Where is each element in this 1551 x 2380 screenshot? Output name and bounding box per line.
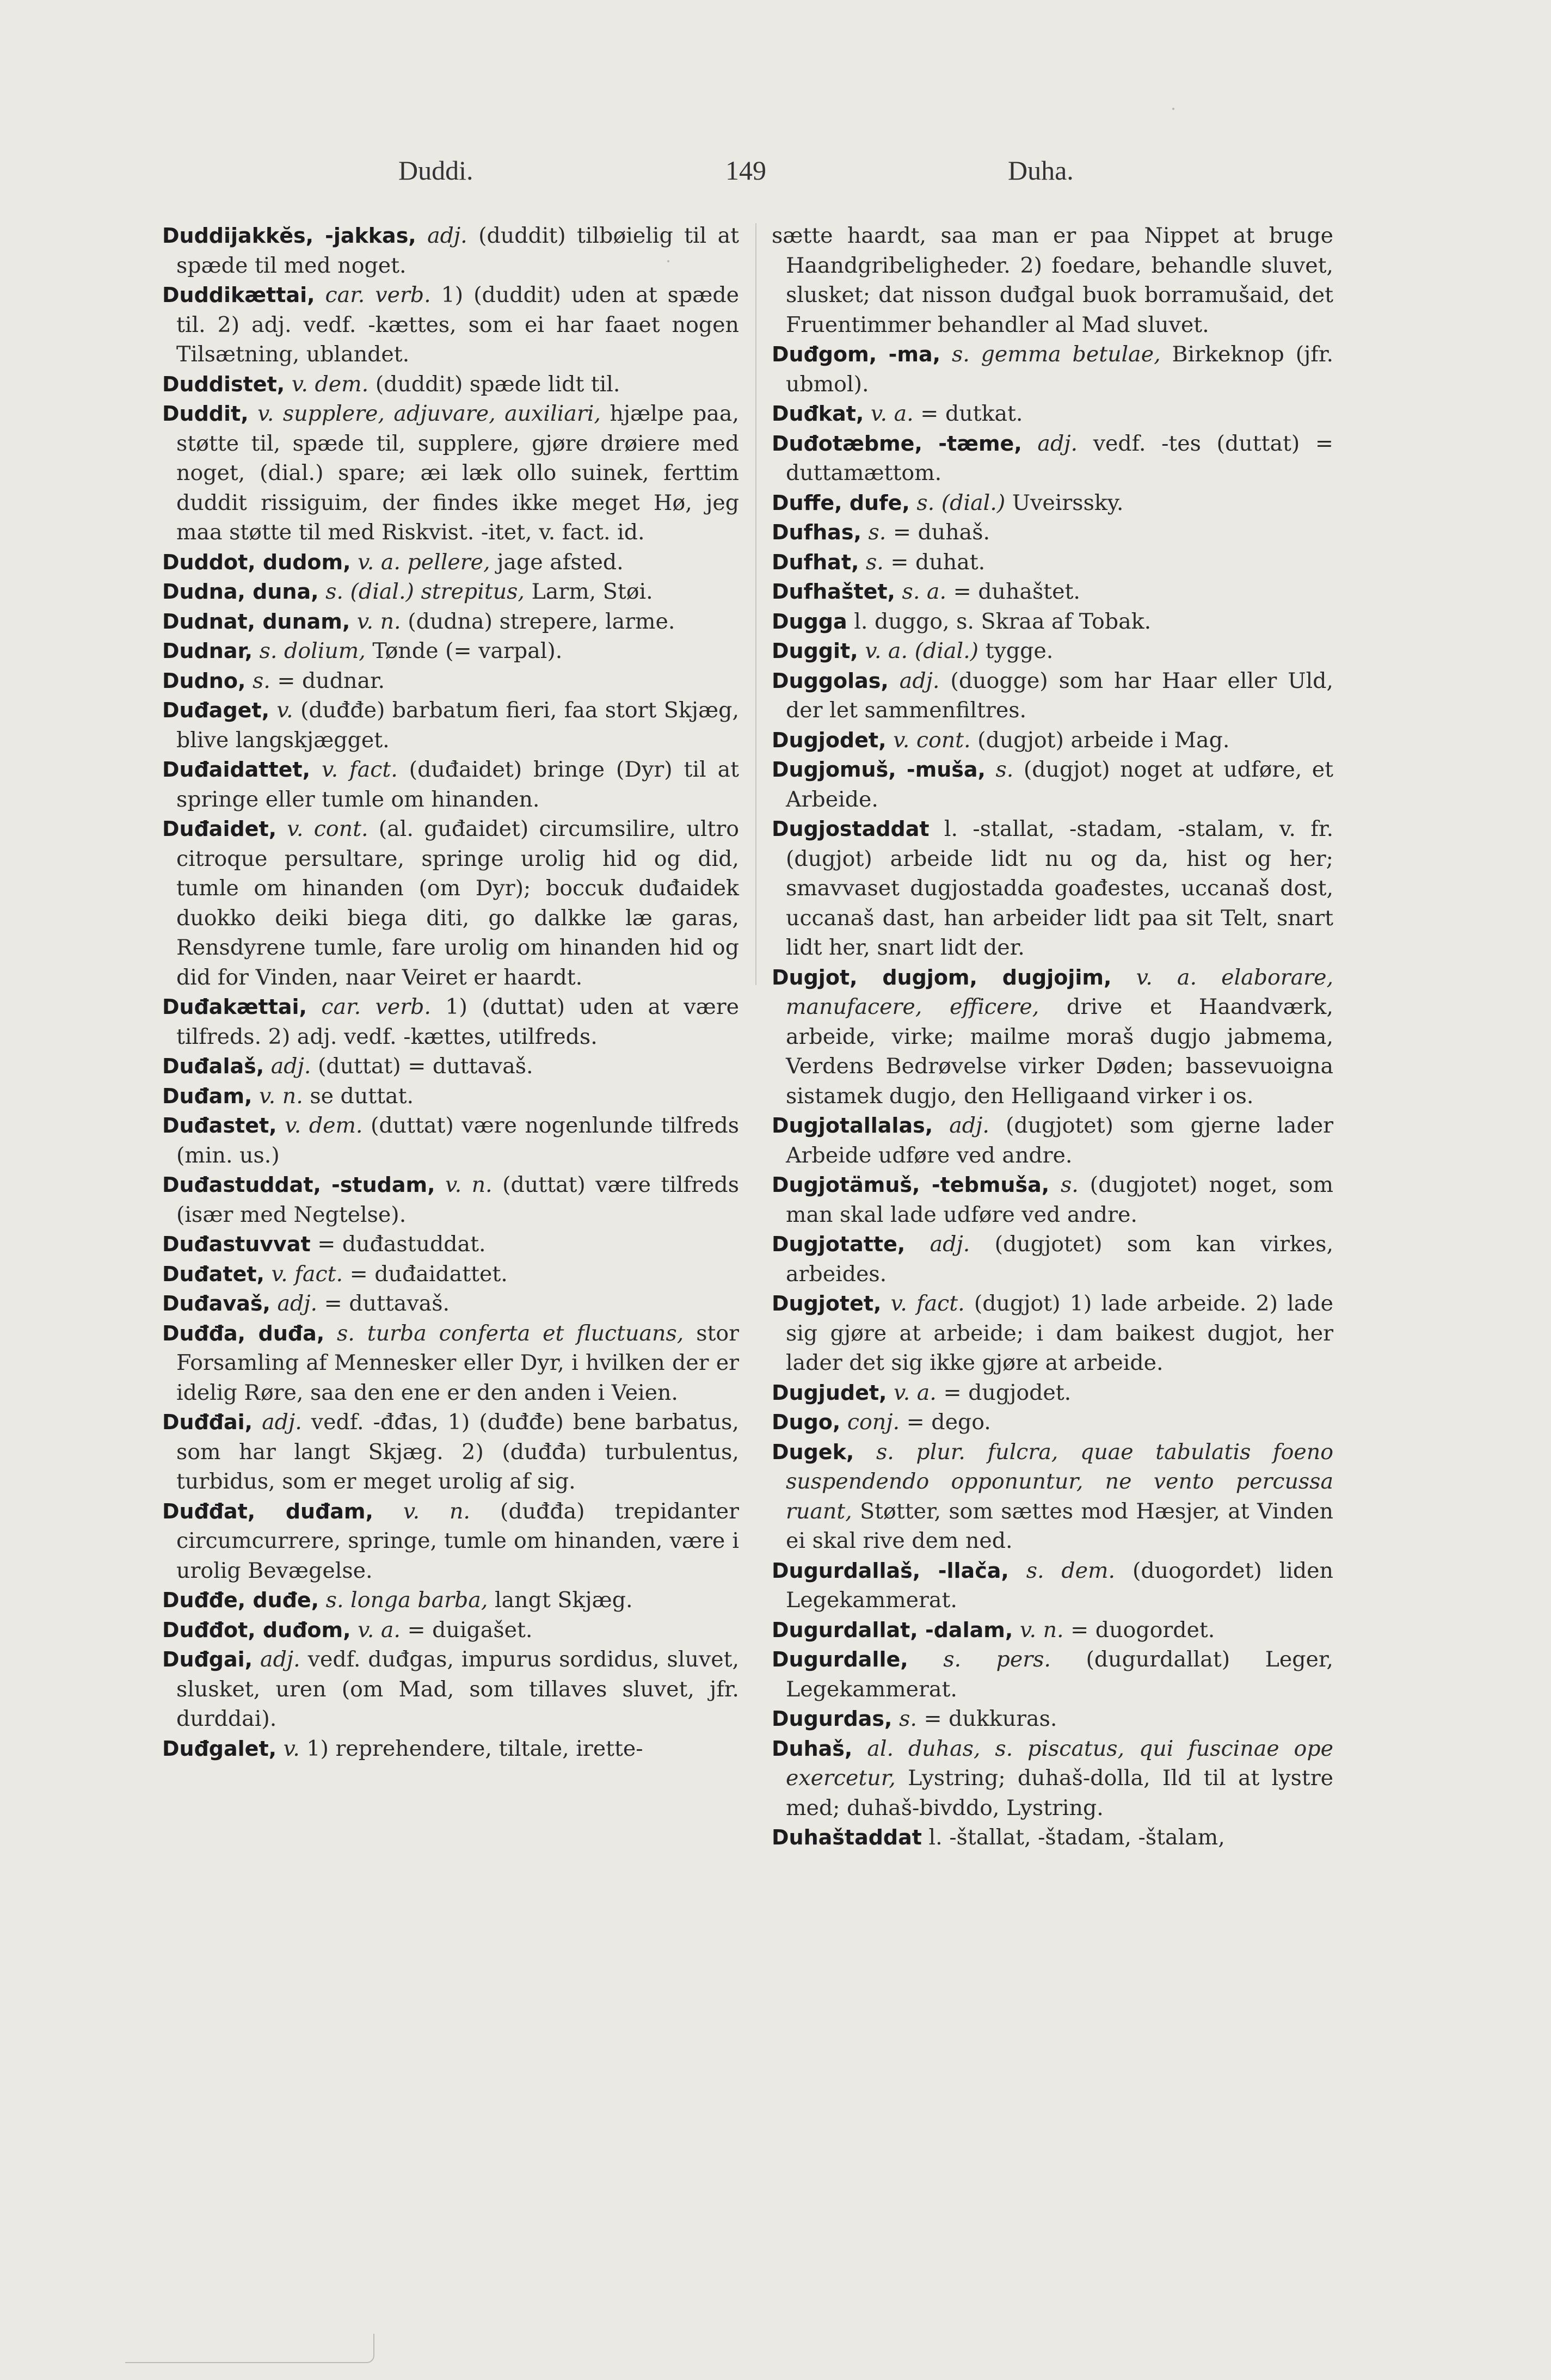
definition-text: (dugjotet) noget, som man skal lade udføre ved andre.: [786, 1172, 1333, 1227]
grammatical-label: adj.: [262, 1410, 302, 1435]
grammatical-label: v. a.: [870, 401, 914, 426]
grammatical-label: s.: [252, 668, 270, 693]
grammatical-label: adj.: [260, 1647, 300, 1672]
page-number: 149: [725, 155, 766, 186]
dictionary-entry: [772, 548, 1333, 577]
dictionary-entry: [162, 548, 739, 577]
headword: Duđatet,: [162, 1262, 264, 1286]
definition-text: = duhaš.: [893, 520, 990, 545]
headword: Duđaidet,: [162, 817, 277, 841]
dictionary-entry: [162, 1407, 739, 1497]
grammatical-label: s. longa barba,: [325, 1588, 488, 1613]
headword: Dugjotämuš, -tebmuša,: [772, 1173, 1050, 1197]
dictionary-entry: [772, 1704, 1333, 1734]
dictionary-entry: [772, 1378, 1333, 1408]
dictionary-entry: [772, 755, 1333, 814]
grammatical-label: adj.: [930, 1232, 970, 1257]
grammatical-label: v.: [276, 698, 293, 723]
dictionary-entry: [772, 636, 1333, 666]
dictionary-entry: [772, 1556, 1333, 1615]
definition-text: (duttat) være tilfreds (især med Negtelse).: [176, 1172, 739, 1227]
grammatical-label: v. fact.: [890, 1291, 965, 1316]
dictionary-entry: [772, 1615, 1333, 1645]
grammatical-label: s. a.: [902, 579, 947, 604]
definition-text: tygge.: [985, 638, 1054, 663]
headword: Dugjomuš, -muša,: [772, 758, 986, 782]
definition-text: Larm, Støi.: [531, 579, 653, 604]
dictionary-entry: [772, 1289, 1333, 1378]
definition-text: Uveirssky.: [1012, 490, 1124, 515]
definition-text: l. duggo, s. Skraa af Tobak.: [854, 608, 1152, 634]
dictionary-entry: [162, 577, 739, 607]
headword: Dudna, duna,: [162, 580, 319, 604]
headword: Dugurdalle,: [772, 1647, 908, 1671]
dictionary-entry: [162, 1615, 739, 1645]
definition-text: = duigašet.: [407, 1617, 533, 1643]
definition-text: (duđaidet) bringe (Dyr) til at springe eller tumle om hinanden.: [176, 757, 739, 812]
definition-text: (duđđe) barbatum fieri, faa stort Skjæg, blive langskjægget.: [176, 698, 740, 753]
grammatical-label: s.: [866, 549, 884, 575]
definition-text: = duogordet.: [1070, 1617, 1215, 1643]
headword: Duđalaš,: [162, 1054, 264, 1078]
dictionary-entry: [772, 1645, 1333, 1704]
headword: Duđastuvvat: [162, 1232, 311, 1256]
running-head: [0, 155, 1551, 187]
headword: Duggit,: [772, 639, 858, 663]
grammatical-label: v.: [283, 1736, 300, 1761]
grammatical-label: v. a.: [894, 1380, 937, 1405]
headword: Duđgom, -ma,: [772, 342, 941, 366]
headword: Dugurdallaš, -llača,: [772, 1558, 1009, 1583]
left-column: [162, 221, 739, 1763]
headword: Dudno,: [162, 668, 246, 693]
grammatical-label: v. n.: [445, 1172, 493, 1197]
definition-text: = duđastuddat.: [317, 1232, 486, 1257]
definition-text: langt Skjæg.: [494, 1588, 633, 1613]
grammatical-label: adj.: [949, 1113, 989, 1138]
definition-text: se duttat.: [310, 1083, 414, 1109]
dictionary-entry: [162, 399, 739, 548]
dictionary-entry: [772, 963, 1333, 1111]
dictionary-entry: [162, 607, 739, 637]
dictionary-entry: [162, 1585, 739, 1615]
dictionary-entry: [772, 666, 1333, 725]
headword: Duđđai,: [162, 1410, 253, 1434]
definition-text: l. -štallat, -štadam, -štalam,: [928, 1825, 1225, 1850]
grammatical-label: al. duhas, s. piscatus, qui fuscinae ope exercetur,: [786, 1736, 1333, 1791]
dictionary-entry: [772, 1734, 1333, 1823]
headword: Dufhaštet,: [772, 580, 895, 604]
dictionary-entry: [162, 666, 739, 696]
headword: Duddot, dudom,: [162, 550, 351, 574]
dictionary-entry: [162, 280, 739, 370]
headword: Duhaštaddat: [772, 1825, 922, 1849]
dictionary-entry: [162, 814, 739, 992]
speck: [1172, 108, 1174, 110]
headword: Dugurdallat, -dalam,: [772, 1618, 1013, 1642]
headword: Dugjotallalas,: [772, 1114, 933, 1137]
definition-text: Lystring; duhaš-dolla, Ild til at lystre med; duhaš-bivddo, Lystring.: [786, 1766, 1334, 1821]
page-edge-shadow: [125, 2334, 374, 2363]
headword: Dugo,: [772, 1410, 841, 1434]
definition-text: drive et Haandværk, arbeide, virke; mailme moraš dugjo jabmema, Verdens Bedrøvelse virker Døden; bassevuoigna sistamek dugjo, den Helligaand virker i os.: [786, 994, 1333, 1109]
headword: Duhaš,: [772, 1736, 853, 1761]
dictionary-entry: [162, 1497, 739, 1586]
grammatical-label: adj.: [277, 1291, 318, 1316]
headword: Duddit,: [162, 402, 249, 426]
dictionary-entry: [772, 1229, 1333, 1289]
grammatical-label: v. dem.: [285, 1113, 363, 1138]
speck: [667, 260, 669, 262]
definition-text: = duttavaš.: [324, 1291, 450, 1316]
headword: Dugjot, dugjom, dugjojim,: [772, 965, 1112, 989]
dictionary-entry: [772, 399, 1333, 429]
definition-text: 1) reprehendere, tiltale, irette-: [306, 1736, 643, 1761]
grammatical-label: s.: [995, 757, 1014, 782]
headword: Dugjotatte,: [772, 1232, 906, 1256]
dictionary-entry: [772, 814, 1333, 963]
grammatical-label: s. gemma betulae,: [951, 342, 1161, 367]
headword: Dugjostaddat: [772, 817, 930, 841]
headword: Duđaget,: [162, 698, 270, 722]
headword: Duggolas,: [772, 668, 889, 693]
headword: Dugga: [772, 609, 847, 634]
headword: Duddikættai,: [162, 283, 315, 307]
grammatical-label: s. (dial.): [916, 490, 1006, 515]
grammatical-label: adj.: [899, 668, 940, 693]
grammatical-label: v. cont.: [893, 727, 971, 753]
grammatical-label: v. a. elaborare, manufacere, efficere,: [786, 964, 1334, 1019]
grammatical-label: v. n.: [259, 1083, 303, 1109]
grammatical-label: conj.: [847, 1410, 900, 1435]
grammatical-label: v. n.: [1019, 1617, 1064, 1643]
dictionary-entry: [162, 1170, 739, 1229]
grammatical-label: v. a.: [358, 1617, 401, 1643]
definition-text: = dugjodet.: [943, 1380, 1072, 1405]
headword: Duđam,: [162, 1084, 253, 1108]
headword: Duđavaš,: [162, 1292, 270, 1315]
dictionary-entry: [162, 1111, 739, 1170]
definition-text: (duogge) som har Haar eller Uld, der let sammenfiltres.: [786, 668, 1333, 723]
dictionary-entry: [162, 1319, 739, 1408]
grammatical-label: adj.: [270, 1054, 311, 1079]
dictionary-entry: [162, 1229, 739, 1259]
headword: Duđgalet,: [162, 1736, 277, 1761]
headword: Duđaidattet,: [162, 758, 311, 782]
headword: Dugjudet,: [772, 1380, 887, 1405]
headword: Duddijakkĕs, -jakkas,: [162, 224, 416, 248]
dictionary-entry: [162, 636, 739, 666]
grammatical-label: s.: [868, 520, 887, 545]
definition-text: Birkeknop (jfr. ubmol).: [786, 342, 1334, 397]
grammatical-label: v. cont.: [287, 816, 368, 841]
definition-text: (dugjotet) som gjerne lader Arbeide udføre ved andre.: [786, 1113, 1333, 1168]
headword: Duffe, dufe,: [772, 490, 910, 515]
grammatical-label: v. fact.: [321, 757, 398, 782]
definition-text: jage afsted.: [497, 549, 624, 575]
dictionary-entry: [162, 992, 739, 1051]
definition-text: l. -stallat, -stadam, -stalam, v. fr. (dugjot) arbeide lidt nu og da, hist og her; smavvaset dugjostadda goađestes, uccanaš dost, uccanaš dast, han arbeider lidt paa sit Telt, snart lidt her, snart lidt der.: [786, 816, 1333, 960]
dictionary-entry: [772, 607, 1333, 637]
grammatical-label: v. dem.: [291, 371, 369, 397]
headword: Dugek,: [772, 1440, 854, 1464]
dictionary-entry: [772, 340, 1333, 399]
grammatical-label: s. (dial.) strepitus,: [325, 579, 525, 604]
definition-text: (duogordet) liden Legekammerat.: [786, 1558, 1333, 1613]
headword: Duđđa, duđa,: [162, 1321, 325, 1345]
headword: Duđastet,: [162, 1114, 277, 1137]
dictionary-entry: [162, 1734, 739, 1764]
dictionary-entry: [772, 725, 1333, 755]
dictionary-entry: [772, 577, 1333, 607]
definition-text: = duhat.: [890, 549, 986, 575]
grammatical-label: s. plur. fulcra, quae tabulatis foeno suspendendo opponuntur, ne vento percussa ruant,: [786, 1439, 1334, 1524]
column-divider: [755, 223, 756, 985]
headword: Dufhat,: [772, 550, 859, 574]
dictionary-entry: [162, 696, 739, 755]
dictionary-entry: [772, 221, 1333, 340]
definition-text: (dugjot) 1) lade arbeide. 2) lade sig gjøre at arbeide; i dam baikest dugjot, her lader det sig ikke gjøre at arbeide.: [786, 1291, 1334, 1375]
grammatical-label: v. fact.: [271, 1261, 343, 1287]
grammatical-label: car. verb.: [321, 994, 431, 1019]
grammatical-label: car. verb.: [325, 282, 431, 308]
headword: Dugjodet,: [772, 728, 887, 752]
grammatical-label: adj.: [427, 223, 467, 248]
definition-text: (duddit) spæde lidt til.: [375, 371, 620, 397]
definition-text: (dugurdallat) Leger, Legekammerat.: [786, 1647, 1333, 1702]
definition-text: vedf. -tes (duttat) = duttamættom.: [786, 431, 1334, 485]
dictionary-entry: [772, 1437, 1333, 1556]
definition-text: hjælpe paa, støtte til, spæde til, supplere, gjøre drøiere med noget, (dial.) spare; æi læk ollo suinek, ferttim duddit rissiguim, der findes ikke meget Hø, jeg maa støtte til med Riskvist. -itet, v. fact. id.: [176, 401, 740, 545]
headword: Duđđot, duđom,: [162, 1618, 351, 1642]
header-right-catchword: Duha.: [1008, 155, 1074, 186]
dictionary-entry: [772, 518, 1333, 548]
definition-text: (duddit) tilbøielig til at spæde til med noget.: [176, 223, 740, 278]
grammatical-label: v. a. pellere,: [358, 549, 490, 575]
headword: Duđđe, duđe,: [162, 1588, 319, 1612]
definition-text: = dutkat.: [920, 401, 1023, 426]
grammatical-label: adj.: [1037, 431, 1078, 456]
grammatical-label: s. pers.: [943, 1647, 1051, 1672]
definition-text: = duđaidattet.: [349, 1261, 508, 1287]
definition-text: (duttat) være nogenlunde tilfreds (min. us.): [176, 1113, 740, 1168]
definition-text: = dukkuras.: [924, 1706, 1057, 1731]
definition-text: (duttat) = duttavaš.: [317, 1054, 533, 1079]
headword: Dugurdas,: [772, 1707, 893, 1731]
definition-text: (dugjot) noget at udføre, et Arbeide.: [786, 757, 1334, 812]
headword: Dugjotet,: [772, 1292, 882, 1315]
definition-text: Støtter, som sættes mod Hæsjer, at Vinden ei skal rive dem ned.: [786, 1498, 1333, 1553]
definition-text: (al. guđaidet) circumsilire, ultro citroque persultare, springe urolig hid og did, tumle om hinanden (om Dyr); boccuk duđaidek duokko deiki biega diti, go dalkke læ garas, Rensdyrene tumle, fare urolig om hinanden hid og did for Vinden, naar Veiret er haardt.: [176, 816, 740, 990]
dictionary-entry: [772, 1170, 1333, 1229]
headword: Dudnar,: [162, 639, 253, 663]
headword: Duđgai,: [162, 1647, 253, 1671]
definition-text: (duđđa) trepidanter circumcurrere, springe, tumle om hinanden, være i urolig Bevægelse.: [176, 1498, 739, 1583]
grammatical-label: v. n.: [403, 1498, 470, 1524]
headword: Dufhas,: [772, 520, 861, 544]
right-column: [772, 221, 1333, 1853]
dictionary-entry: [772, 1407, 1333, 1437]
definition-text: = dudnar.: [277, 668, 385, 693]
grammatical-label: s.: [1060, 1172, 1079, 1197]
dictionary-entry: [162, 221, 739, 280]
grammatical-label: s. dolium,: [259, 638, 366, 663]
headword: Duđakættai,: [162, 995, 307, 1019]
headword: Duđastuddat, -studam,: [162, 1173, 435, 1197]
dictionary-entry: [162, 1081, 739, 1111]
headword: Duđkat,: [772, 402, 864, 426]
dictionary-entry: [162, 755, 739, 814]
dictionary-entry: [162, 1289, 739, 1319]
definition-text: (dugjotet) som kan virkes, arbeides.: [786, 1232, 1333, 1287]
dictionary-entry: [772, 1111, 1333, 1170]
definition-text: Tønde (= varpal).: [372, 638, 563, 663]
header-left-catchword: Duddi.: [398, 155, 473, 186]
dictionary-entry: [772, 1823, 1333, 1853]
headword: Dudnat, dunam,: [162, 609, 350, 634]
definition-text: = dego.: [906, 1410, 991, 1435]
grammatical-label: v. supplere, adjuvare, auxiliari,: [257, 401, 601, 426]
definition-text: stor Forsamling af Mennesker eller Dyr, i hvilken der er idelig Røre, saa den ene er den anden i Veien.: [176, 1320, 739, 1405]
definition-text: (dudna) strepere, larme.: [408, 608, 675, 634]
dictionary-entry: [162, 1051, 739, 1081]
definition-text: 1) (duddit) uden at spæde til. 2) adj. vedf. -kættes, som ei har faaet nogen Tilsætning, ublandet.: [176, 282, 739, 367]
definition-text: vedf. -đđas, 1) (duđđe) bene barbatus, som har langt Skjæg. 2) (duđđa) turbulentus, turbidus, som er meget urolig af sig.: [176, 1410, 739, 1494]
grammatical-label: s.: [899, 1706, 917, 1731]
headword: Duddistet,: [162, 372, 285, 396]
dictionary-entry: [772, 429, 1333, 488]
grammatical-label: s. dem.: [1026, 1558, 1116, 1583]
grammatical-label: v. n.: [356, 608, 401, 634]
dictionary-entry: [772, 488, 1333, 518]
dictionary-entry: [162, 1645, 739, 1734]
headword: Duđđat, duđam,: [162, 1499, 373, 1523]
definition-text: 1) (duttat) uden at være tilfreds. 2) adj. vedf. -kættes, utilfreds.: [176, 994, 739, 1049]
dictionary-entry: [162, 1259, 739, 1289]
grammatical-label: s. turba conferta et fluctuans,: [337, 1320, 684, 1346]
dictionary-entry: [162, 370, 739, 399]
definition-text: sætte haardt, saa man er paa Nippet at bruge Haandgribeligheder. 2) foedare, behandle sluvet, slusket; dat nisson duđgal buok borramušaid, det Fruentimmer behandler al Mad sluvet.: [772, 223, 1333, 337]
grammatical-label: v. a. (dial.): [865, 638, 979, 663]
definition-text: vedf. duđgas, impurus sordidus, sluvet, slusket, uren (om Mad, som tillaves sluvet, jfr. durddai).: [176, 1647, 740, 1731]
definition-text: (dugjot) arbeide i Mag.: [977, 727, 1230, 753]
headword: Duđotæbme, -tæme,: [772, 431, 1022, 456]
definition-text: = duhaštet.: [953, 579, 1080, 604]
